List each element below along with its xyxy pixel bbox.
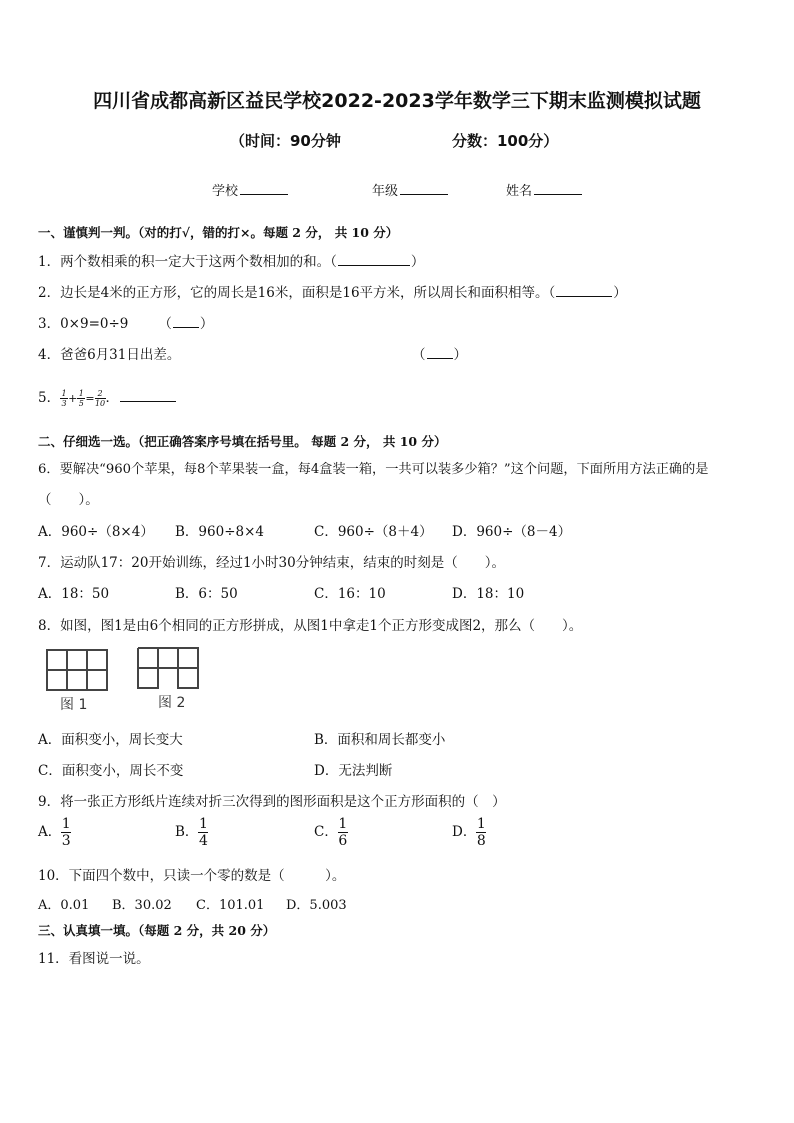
- question-3-text: 3．0×9=0÷9: [38, 316, 129, 332]
- name-blank[interactable]: [534, 182, 582, 195]
- fraction-numerator: 1: [198, 816, 208, 832]
- school-blank[interactable]: [240, 182, 288, 195]
- option-10d[interactable]: D．5.003: [286, 898, 347, 913]
- option-label: C．: [314, 824, 338, 840]
- question-1: [38, 250, 424, 270]
- fraction-numerator: 1: [476, 816, 486, 832]
- option-10c[interactable]: C．101.01: [196, 898, 265, 913]
- fraction-denominator: 5: [78, 399, 84, 408]
- question-4-text: 4．爸爸6月31日出差。: [38, 347, 181, 363]
- grade-label: 年级: [372, 184, 399, 199]
- exam-score: 分数：100分）: [452, 132, 559, 150]
- fraction-numerator: 1: [78, 389, 84, 398]
- option-9a[interactable]: [38, 816, 71, 849]
- school-field[interactable]: [212, 180, 288, 199]
- fraction-1-3: [60, 389, 68, 408]
- fraction-denominator: 10: [94, 399, 106, 408]
- fraction-numerator: 1: [61, 816, 71, 832]
- plus-sign: +: [68, 392, 78, 405]
- section-2-heading: 二、仔细选一选。（把正确答案序号填在括号里。 每题 2 分， 共 10 分）: [38, 434, 447, 449]
- name-label: 姓名: [506, 184, 533, 199]
- option-7a[interactable]: A．18：50: [38, 586, 110, 602]
- option-6a[interactable]: A．960÷（8×4）: [38, 524, 154, 540]
- option-6b[interactable]: B．960÷8×4: [175, 524, 264, 540]
- figure-2-label: 图 2: [158, 695, 186, 711]
- question-1-text: 1．两个数相乘的积一定大于这两个数相加的和。（: [38, 254, 337, 270]
- fraction-denominator: 8: [476, 833, 486, 849]
- question-5: [38, 386, 177, 408]
- grade-field[interactable]: [372, 180, 448, 199]
- figure-1-label: 图 1: [60, 697, 88, 713]
- question-5-end: ．: [105, 390, 120, 406]
- fraction-option: [338, 816, 348, 849]
- section-3-heading: 三、认真填一填。（每题 2 分，共 20 分）: [38, 923, 276, 938]
- option-label: B．: [175, 824, 199, 840]
- section-1-heading: 一、谨慎判一判。（对的打√，错的打×。每题 2 分， 共 10 分）: [38, 225, 399, 240]
- figure-2-grid: [137, 647, 199, 689]
- answer-blank-1[interactable]: [338, 252, 410, 266]
- fraction-option: [61, 816, 71, 849]
- fraction-2-10: [95, 389, 106, 408]
- fraction-denominator: 3: [61, 833, 71, 849]
- fraction-option: [476, 816, 486, 849]
- question-2-end: ）: [613, 285, 627, 301]
- fraction-denominator: 3: [61, 399, 67, 408]
- option-10b[interactable]: B．30.02: [112, 898, 172, 913]
- fraction-numerator: 2: [97, 389, 103, 398]
- question-7: 7．运动队17：20开始训练，经过1小时30分钟结束，结束的时刻是（ ）。: [38, 555, 505, 571]
- fraction-denominator: 6: [338, 833, 348, 849]
- option-label: D．: [452, 824, 477, 840]
- option-7d[interactable]: D．18：10: [452, 586, 525, 602]
- option-9b[interactable]: [175, 816, 208, 849]
- question-6-line-2: （ ）。: [38, 492, 99, 508]
- option-label: A．: [38, 824, 62, 840]
- question-10: 10．下面四个数中，只读一个零的数是（ ）。: [38, 868, 346, 884]
- figure-1-grid: [46, 649, 108, 691]
- option-7c[interactable]: C．16：10: [314, 586, 386, 602]
- option-8c[interactable]: C．面积变小，周长不变: [38, 763, 184, 779]
- option-8a[interactable]: A．面积变小，周长变大: [38, 732, 183, 748]
- question-1-end: ）: [410, 254, 425, 270]
- question-11: 11．看图说一说。: [38, 951, 150, 967]
- question-8: 8．如图，图1是由6个相同的正方形拼成，从图1中拿走1个正方形变成图2，那么（ ）。: [38, 618, 583, 634]
- fraction-denominator: 4: [198, 833, 208, 849]
- question-9: 9．将一张正方形纸片连续对折三次得到的图形面积是这个正方形面积的（ ）: [38, 794, 506, 810]
- fraction-numerator: 1: [61, 389, 67, 398]
- equals-sign: =: [85, 392, 95, 405]
- option-8b[interactable]: B．面积和周长都变小: [314, 732, 446, 748]
- question-5-number: 5．: [38, 390, 61, 406]
- question-3: 3．0×9=0÷9 （ ）: [38, 316, 214, 332]
- grade-blank[interactable]: [400, 182, 448, 195]
- option-7b[interactable]: B．6：50: [175, 586, 238, 602]
- question-6-line-1: 6．要解决“960个苹果，每8个苹果装一盒，每4盒装一箱，一共可以装多少箱？”这个问题，下面所用方法正确的是: [38, 462, 709, 477]
- fraction-option: [198, 816, 208, 849]
- answer-blank-2[interactable]: [556, 283, 612, 297]
- fraction-numerator: 1: [338, 816, 348, 832]
- school-label: 学校: [212, 184, 239, 199]
- option-8d[interactable]: D．无法判断: [314, 763, 393, 779]
- option-6d[interactable]: D．960÷（8－4）: [452, 524, 572, 540]
- answer-blank-4[interactable]: （ ）: [412, 347, 467, 363]
- question-2-text: 2．边长是4米的正方形，它的周长是16米，面积是16平方米，所以周长和面积相等。（: [38, 285, 556, 301]
- exam-time: （时间：90分钟: [230, 132, 341, 150]
- option-9d[interactable]: [452, 816, 486, 849]
- option-9c[interactable]: [314, 816, 348, 849]
- name-field[interactable]: [506, 180, 582, 199]
- option-6c[interactable]: C．960÷（8＋4）: [314, 524, 433, 540]
- page-title: 四川省成都高新区益民学校2022-2023学年数学三下期末监测模拟试题: [93, 90, 701, 112]
- question-2: [38, 281, 627, 301]
- option-10a[interactable]: A．0.01: [38, 898, 90, 913]
- answer-blank-3[interactable]: [173, 314, 199, 328]
- answer-blank-5[interactable]: [120, 388, 176, 402]
